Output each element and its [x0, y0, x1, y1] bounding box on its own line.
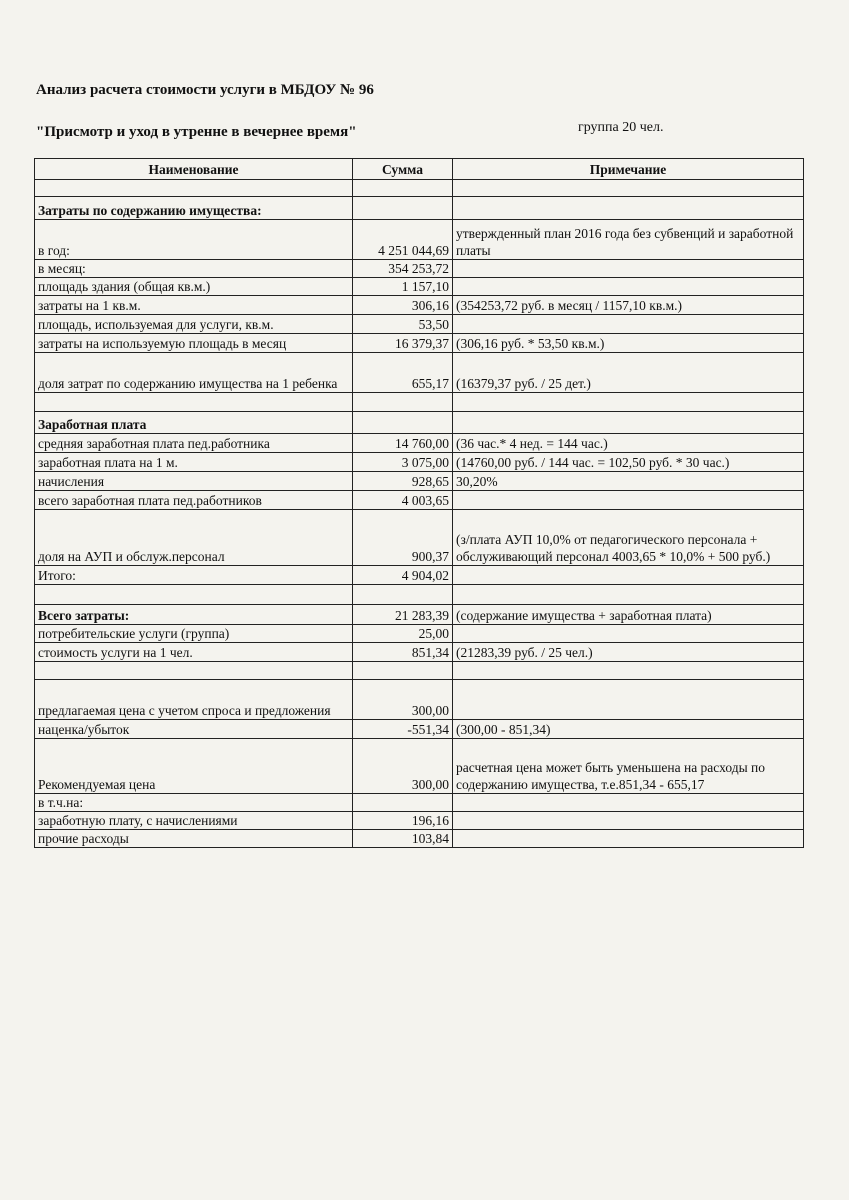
table-row: [35, 278, 804, 296]
row-note-cell: (306,16 руб. * 53,50 кв.м.): [453, 334, 804, 353]
row-note-cell: (16379,37 руб. / 25 дет.): [453, 353, 804, 393]
table-row: [35, 812, 804, 830]
row-note-cell: (з/плата АУП 10,0% от педагогического персонала + обслуживающий персонал 4003,65 * 10,0% + 500 руб.): [453, 510, 804, 566]
row-sum-cell: 851,34: [353, 643, 453, 662]
row-note-cell: (21283,39 руб. / 25 чел.): [453, 643, 804, 662]
row-note-cell: [453, 812, 804, 830]
row-name-cell: Рекомендуемая цена: [35, 739, 353, 794]
row-name-cell: затраты на используемую площадь в месяц: [35, 334, 353, 353]
row-name-cell: Затраты по содержанию имущества:: [35, 197, 353, 220]
row-note-cell: [453, 412, 804, 434]
row-sum-cell: [353, 197, 453, 220]
row-note-cell: [453, 180, 804, 197]
service-title: "Присмотр и уход в утренне в вечернее время": [36, 124, 357, 140]
group-size: группа 20 чел.: [578, 120, 664, 135]
row-sum-cell: 306,16: [353, 296, 453, 315]
table-row: [35, 334, 804, 353]
row-sum-cell: 3 075,00: [353, 453, 453, 472]
row-name-cell: [35, 393, 353, 412]
row-name-cell: в год:: [35, 220, 353, 260]
row-name-cell: заработную плату, с начислениями: [35, 812, 353, 830]
row-name-cell: площадь здания (общая кв.м.): [35, 278, 353, 296]
row-name-cell: предлагаемая цена с учетом спроса и предложения: [35, 680, 353, 720]
row-sum-cell: 16 379,37: [353, 334, 453, 353]
row-note-cell: [453, 680, 804, 720]
row-name-cell: доля на АУП и обслуж.персонал: [35, 510, 353, 566]
row-name-cell: [35, 180, 353, 197]
row-sum-cell: 196,16: [353, 812, 453, 830]
row-note-cell: утвержденный план 2016 года без субвенций и заработной платы: [453, 220, 804, 260]
row-note-cell: [453, 662, 804, 680]
row-sum-cell: 655,17: [353, 353, 453, 393]
row-note-cell: (содержание имущества + заработная плата): [453, 605, 804, 625]
row-name-cell: наценка/убыток: [35, 720, 353, 739]
table-row: [35, 220, 804, 260]
column-header-sum: Сумма: [353, 159, 453, 180]
row-note-cell: (300,00 - 851,34): [453, 720, 804, 739]
row-name-cell: доля затрат по содержанию имущества на 1 ребенка: [35, 353, 353, 393]
row-note-cell: (354253,72 руб. в месяц / 1157,10 кв.м.): [453, 296, 804, 315]
row-sum-cell: -551,34: [353, 720, 453, 739]
table-row: [35, 605, 804, 625]
row-name-cell: Всего затраты:: [35, 605, 353, 625]
table-row: [35, 566, 804, 585]
row-sum-cell: 103,84: [353, 830, 453, 848]
row-sum-cell: 300,00: [353, 739, 453, 794]
row-sum-cell: 14 760,00: [353, 434, 453, 453]
row-sum-cell: [353, 585, 453, 605]
column-header-note: Примечание: [453, 159, 804, 180]
row-name-cell: [35, 662, 353, 680]
row-name-cell: прочие расходы: [35, 830, 353, 848]
row-sum-cell: 928,65: [353, 472, 453, 491]
row-sum-cell: 25,00: [353, 625, 453, 643]
row-sum-cell: [353, 412, 453, 434]
row-note-cell: [453, 491, 804, 510]
row-sum-cell: [353, 180, 453, 197]
page-title: Анализ расчета стоимости услуги в МБДОУ № 96: [36, 82, 374, 98]
row-name-cell: начисления: [35, 472, 353, 491]
row-note-cell: (36 час.* 4 нед. = 144 час.): [453, 434, 804, 453]
column-header-name: Наименование: [35, 159, 353, 180]
row-name-cell: всего заработная плата пед.работников: [35, 491, 353, 510]
table-row: [35, 720, 804, 739]
row-name-cell: Заработная плата: [35, 412, 353, 434]
row-name-cell: [35, 585, 353, 605]
row-sum-cell: 1 157,10: [353, 278, 453, 296]
table-header-row: [35, 159, 804, 180]
row-sum-cell: 53,50: [353, 315, 453, 334]
row-note-cell: [453, 625, 804, 643]
table-row: [35, 353, 804, 393]
table-row: [35, 453, 804, 472]
row-sum-cell: 21 283,39: [353, 605, 453, 625]
row-note-cell: 30,20%: [453, 472, 804, 491]
row-name-cell: в т.ч.на:: [35, 794, 353, 812]
table-row: [35, 180, 804, 197]
table-row: [35, 393, 804, 412]
table-row: [35, 197, 804, 220]
table-row: [35, 643, 804, 662]
row-name-cell: площадь, используемая для услуги, кв.м.: [35, 315, 353, 334]
row-name-cell: Итого:: [35, 566, 353, 585]
row-note-cell: [453, 278, 804, 296]
table-row: [35, 794, 804, 812]
row-note-cell: [453, 393, 804, 412]
row-note-cell: [453, 315, 804, 334]
row-note-cell: [453, 585, 804, 605]
table-row: [35, 260, 804, 278]
cost-table: [34, 158, 804, 848]
table-row: [35, 296, 804, 315]
table-row: [35, 830, 804, 848]
row-sum-cell: [353, 662, 453, 680]
row-sum-cell: 4 251 044,69: [353, 220, 453, 260]
table-row: [35, 739, 804, 794]
row-sum-cell: 4 003,65: [353, 491, 453, 510]
table-row: [35, 434, 804, 453]
table-row: [35, 510, 804, 566]
row-name-cell: стоимость услуги на 1 чел.: [35, 643, 353, 662]
row-sum-cell: [353, 393, 453, 412]
row-name-cell: средняя заработная плата пед.работника: [35, 434, 353, 453]
row-name-cell: заработная плата на 1 м.: [35, 453, 353, 472]
row-sum-cell: 354 253,72: [353, 260, 453, 278]
row-note-cell: [453, 260, 804, 278]
row-note-cell: [453, 830, 804, 848]
row-name-cell: в месяц:: [35, 260, 353, 278]
row-name-cell: потребительские услуги (группа): [35, 625, 353, 643]
row-sum-cell: 300,00: [353, 680, 453, 720]
row-note-cell: расчетная цена может быть уменьшена на расходы по содержанию имущества, т.е.851,34 - 655,17: [453, 739, 804, 794]
row-sum-cell: [353, 794, 453, 812]
row-name-cell: затраты на 1 кв.м.: [35, 296, 353, 315]
table-row: [35, 412, 804, 434]
table-row: [35, 680, 804, 720]
row-sum-cell: 4 904,02: [353, 566, 453, 585]
row-note-cell: [453, 197, 804, 220]
table-row: [35, 662, 804, 680]
table-row: [35, 472, 804, 491]
row-note-cell: (14760,00 руб. / 144 час. = 102,50 руб. * 30 час.): [453, 453, 804, 472]
table-row: [35, 585, 804, 605]
row-note-cell: [453, 794, 804, 812]
table-row: [35, 625, 804, 643]
table-row: [35, 491, 804, 510]
table-row: [35, 315, 804, 334]
row-note-cell: [453, 566, 804, 585]
row-sum-cell: 900,37: [353, 510, 453, 566]
